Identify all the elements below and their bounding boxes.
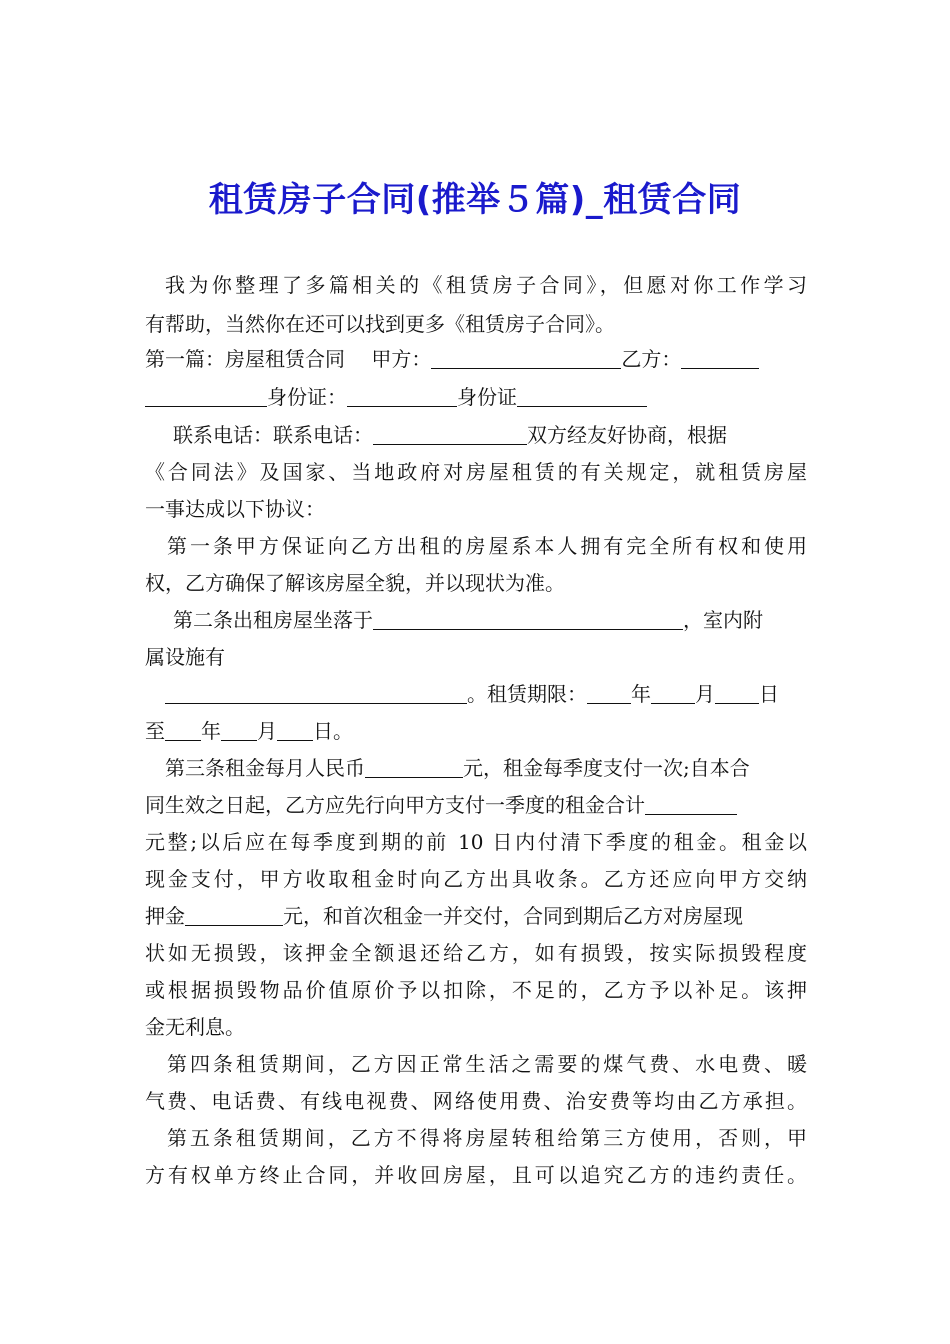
text-run: 同生效之日起，乙方应先行向甲方支付一季度的租金合计 bbox=[145, 793, 645, 817]
paragraph-line bbox=[145, 382, 807, 412]
text-run: 联系电话：联系电话： bbox=[173, 423, 373, 447]
paragraph-line: 一事达成以下协议： bbox=[145, 497, 325, 521]
blank-underline bbox=[221, 719, 257, 741]
blank-underline bbox=[165, 682, 467, 704]
document-title: 租赁房子合同(推举５篇)_租赁合同 bbox=[208, 180, 742, 220]
text-run: 年 bbox=[201, 719, 221, 743]
paragraph-line bbox=[145, 420, 807, 450]
blank-underline bbox=[145, 385, 267, 407]
blank-underline bbox=[277, 719, 313, 741]
paragraph-line: 元整;以后应在每季度到期的前 10 日内付清下季度的租金。租金以 bbox=[145, 830, 807, 854]
blank-underline bbox=[681, 347, 759, 369]
text-run: 第三条租金每月人民币 bbox=[165, 756, 365, 780]
blank-underline bbox=[365, 756, 463, 778]
text-run: 月 bbox=[257, 719, 277, 743]
paragraph-line: 气费、电话费、有线电视费、网络使用费、治安费等均由乙方承担。 bbox=[145, 1089, 807, 1113]
paragraph-line bbox=[145, 605, 807, 635]
blank-underline bbox=[587, 682, 631, 704]
paragraph-line bbox=[145, 716, 807, 746]
blank-underline bbox=[715, 682, 759, 704]
paragraph-line: 有帮助，当然你在还可以找到更多《租赁房子合同》。 bbox=[145, 312, 615, 336]
blank-underline bbox=[347, 385, 457, 407]
text-run: 第二条出租房屋坐落于 bbox=[173, 608, 373, 632]
paragraph-line bbox=[145, 753, 807, 783]
text-run: 第一篇：房屋租赁合同 甲方： bbox=[145, 347, 432, 371]
blank-underline bbox=[165, 719, 201, 741]
paragraph-line: 属设施有 bbox=[145, 645, 225, 669]
text-run: 乙方： bbox=[621, 347, 682, 371]
blank-underline bbox=[645, 793, 737, 815]
paragraph-line bbox=[145, 901, 807, 931]
paragraph-line: 第一条甲方保证向乙方出租的房屋系本人拥有完全所有权和使用 bbox=[167, 534, 807, 558]
paragraph-line: 方有权单方终止合同，并收回房屋，且可以追究乙方的违约责任。 bbox=[145, 1163, 807, 1187]
blank-underline bbox=[373, 423, 527, 445]
paragraph-line bbox=[145, 790, 807, 820]
text-run: 年 bbox=[631, 682, 651, 706]
text-run: ，室内附 bbox=[683, 608, 763, 632]
blank-underline bbox=[517, 385, 647, 407]
paragraph-line: 或根据损毁物品价值原价予以扣除，不足的，乙方予以补足。该押 bbox=[145, 978, 807, 1002]
text-run: 。租赁期限： bbox=[467, 682, 587, 706]
text-run: 至 bbox=[145, 719, 165, 743]
text-run: 元，租金每季度支付一次;自本合 bbox=[463, 756, 750, 780]
text-run: 双方经友好协商，根据 bbox=[527, 423, 727, 447]
text-run: 日 bbox=[759, 682, 779, 706]
blank-underline bbox=[185, 904, 283, 926]
blank-underline bbox=[431, 347, 621, 369]
paragraph-line: 权，乙方确保了解该房屋全貌，并以现状为准。 bbox=[145, 571, 565, 595]
text-run: 身份证： bbox=[267, 385, 347, 409]
paragraph-line: 第五条租赁期间，乙方不得将房屋转租给第三方使用，否则，甲 bbox=[167, 1126, 807, 1150]
blank-underline bbox=[651, 682, 695, 704]
text-run: 元，和首次租金一并交付，合同到期后乙方对房屋现 bbox=[283, 904, 743, 928]
text-run: 押金 bbox=[145, 904, 185, 928]
paragraph-line: 金无利息。 bbox=[145, 1015, 245, 1039]
text-run: 日。 bbox=[313, 719, 353, 743]
paragraph-line: 《合同法》及国家、当地政府对房屋租赁的有关规定，就租赁房屋 bbox=[145, 460, 807, 484]
paragraph-line: 我为你整理了多篇相关的《租赁房子合同》，但愿对你工作学习 bbox=[165, 273, 807, 297]
blank-underline bbox=[373, 608, 683, 630]
paragraph-line bbox=[145, 344, 807, 374]
paragraph-line: 第四条租赁期间，乙方因正常生活之需要的煤气费、水电费、暖 bbox=[167, 1052, 807, 1076]
text-run: 月 bbox=[695, 682, 715, 706]
paragraph-line bbox=[145, 679, 807, 709]
text-run: 身份证 bbox=[457, 385, 517, 409]
paragraph-line: 状如无损毁，该押金全额退还给乙方，如有损毁，按实际损毁程度 bbox=[145, 941, 807, 965]
paragraph-line: 现金支付，甲方收取租金时向乙方出具收条。乙方还应向甲方交纳 bbox=[145, 867, 807, 891]
